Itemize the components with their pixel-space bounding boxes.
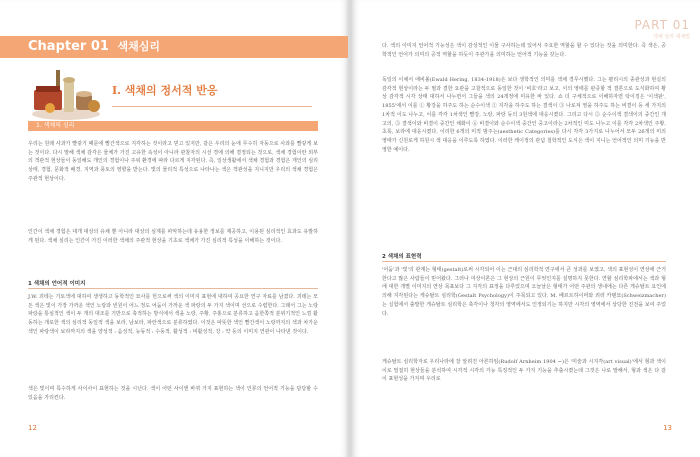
chapter-title: 색채심리 xyxy=(117,40,160,53)
body-paragraph: 게슈탈트 심리학자로 우리나라에 잘 알려진 아른하임(Rudolf Arnheim 1904 ~)은 '미술과 시지각(art visual)'에서 형과 색이 이로 밀접히 현상들을 분석하여 시각적 시각의 가능 특징적인 두 가지 기능을 추출시켰는데 그것은 나로 말해서, 형과 색은 다 같이 표현성을 가지며 우리로 xyxy=(382,359,666,383)
section-title-rule xyxy=(112,106,312,107)
right-page xyxy=(352,0,700,457)
body-paragraph: 색은 빛이며 특수하게 사이사이 표현하는 것을 시닌다. 색이 어떤 사이엔 바퀴 가지 표현하는 색이 인류의 언어적 기능을 담당할 수 있음을 가리킨다. xyxy=(28,386,318,401)
subsection-title: 1 색채의 언어적 이미지 xyxy=(28,281,86,287)
subsection-rule xyxy=(28,288,318,289)
body-paragraph: 다. 색의 이미지 언어적 기능성은 색이 감성적인 이물 구사하는데 있어서 주요한 역할을 할 수 있다는 것을 의미한다. 즉 색은, 공학적인 언어가 의미의 공적 역할을 하듯이 주관가을 의미하는 언어적 기능을 갖는다. xyxy=(382,43,666,58)
left-page xyxy=(0,0,348,457)
body-paragraph: 독일의 이채서 에비볼(Ewald Hering, 1834-1918)은 보다 생학적인 의미를 색채 경무시했다. 그는 괄리시의 종관성과 현실의 감각적 현상이라는 두 필과 결한 요관을 고찰적으로 동일한 것이 '비호'라고 보고, 이의 영태를 판증할 적 결론으로 도식화하여 황상 감각적 시각 상태 대하서 나누면서 그들을 색의 24개정에 미유한 바 있다. 쇼 더 구체적으로 이해하자면 탁이징은 '이색판', 1855'에서 이를 ① 황강을 하주도 하는 순수이색 ② 지각을 하주도 하는 결색이 ③ 나로져 영을 하주도 하는 비결이 등 세 가지의 1차적 이도 나누고, 이를 각각 1차색인 빨강, 노랑, 파랑 등의 3원색에 대응시켰다. 그리고 다시 ⑤ 순수이색 결색이의 중간인 개고의, ⑤ 결색이와 비결이 중간인 채화이 ⑥ 비결이와 순수이색 중간인 중고이라는 2차적인 미도 나누고 이를 각각 2차색인 주황, 초록, 보라에 대응시켰다. 이리한 6개의 미적 범주는(aesthetic Categories)를 다시 각각 3가지로 나누어서 모두 26개의 미의 영태가 신원로게 하원시 색 대응을 이루도록 하였다. 이러한 케이정의 관념 철학적인 도식은 색이 지니는 언어적인 의미 기능을 반영한 예이다. xyxy=(382,77,666,153)
subsection-title: 2 색채의 표현력 xyxy=(382,254,422,260)
part-label: PART 01 xyxy=(634,18,690,32)
subsection-rule xyxy=(382,261,666,262)
body-paragraph: '어둠'과 '빛'의 관계는 형태(gestalt)로써 시각되어 이는 근대의 심리학적 연구에서 큰 성과를 보였고, 색의 표현성이 연상에 근거한다고 많은 사람들이 믿어왔다. 그러나 여상이론은 그 현상의 근원이 무엇인지를 설명하지 못한다. 연할 심리학파에서는 색과 형에 대한 개별 이미지의 연상 목표보다 그 지각의 표정을 다루었으며 오늘날은 형태가 어떤 주관의 생내에는 다른 게슈탈트 요인에 의해 지각된다는 게슈탈트 심리학(Gestalt Psychology)이 주목되고 있다. M. 베르트하이머와 쾨러 카텐묘(Schweizmacher)는 실험에서 출발한 게슈탈트 심리학은 축각이나 청각의 영역에서도 인정되기는 하지만 시각의 영역에서 상당한 진전을 보여 주었다. xyxy=(382,267,666,317)
part-subtitle: 색채 심리 대체법 xyxy=(653,34,690,40)
body-paragraph: J.W. 괴테는 기토색에 대하여 생생하고 동학적인 묘사를 헌으로써 색의 이미지 표현에 대하여 공요한 연구 자료를 남겼다. 괴테는 모든 색은 빛이 가장 가까운 색인 노랑과 빈원이 어느 정도 어둠이 가까운 색 파랑의 두 가지 색이며 선으로 수렴한다. 그래서 그는 노랑 파랑을 통심적인 색이 두 개의 대조를 기반으로 축적하는 방식에서 색을 노랑, 주황, 주홍으로 분류하고 음한쪽적 분위기적인 느낌 활동하는 개로한 색의 심리적 동일적 색을 보라, 남보라, 파란색으로 분류하였다. 이것은 따뜻한 색인 빨간색이 노랑까지의 색과 차가운 색인 파랑색이 보라까지의 색을 양성적 : 음성적, 능동적 : 수동적, 활성적 : 비활성적, 강 : 약 등의 이미지 연관이 나타낸 것이다. xyxy=(28,294,318,335)
body-paragraph: 인간이 색채 경험은 대개 대상의 유채 뿐 아니라 대상의 심재를 파악하는데 유용한 정보를 제공하고, 이용된 심리적인 효과도 유발하게 된다. 색채 심리는 인간이 가진 이러한 색채의 주관적 현상을 기초로 색채가 가진 심리적 특성을 이해하는 것이다. xyxy=(28,229,318,244)
page-number: 12 xyxy=(28,424,37,432)
chapter-heading xyxy=(28,38,160,56)
chapter-label: Chapter 01 xyxy=(28,39,109,54)
page-number: 13 xyxy=(663,424,672,432)
tableware-photo xyxy=(28,60,104,122)
section-title: Ⅰ. 색채의 정서적 반응 xyxy=(112,84,218,97)
subsection-bar-label: 1. 색채의 심리 xyxy=(36,122,75,129)
body-paragraph: 우리는 원래 사과가 빨갛기 때문에 빨간색으로 지각하는 것이라고 믿고 있지만, 같은 우리의 눈에 무수히 자동으로 사과를 빨갛게 보는 것이다. 다시 말해 색채 감각은 물체가 가진 고유한 속성이 아니라 관찰자의 시선 경에 의해 결정되는 것으로, 색채 경험이란 외부의 객관적 현상들이 동일해도 개인의 경험이나 주위 환경에 따라 다르게 지각된다. 즉, 일상생활에서 색채 경험과 경험은 개인의 심리 상태, 경험, 문화적 배경, 지역과 풍토의 영향을 받는다. 빛의 물리적 특성으로 나타나는 색은 객관성을 지니지만 우리의 색채 경험은 주관적 현상이다. xyxy=(28,141,318,182)
